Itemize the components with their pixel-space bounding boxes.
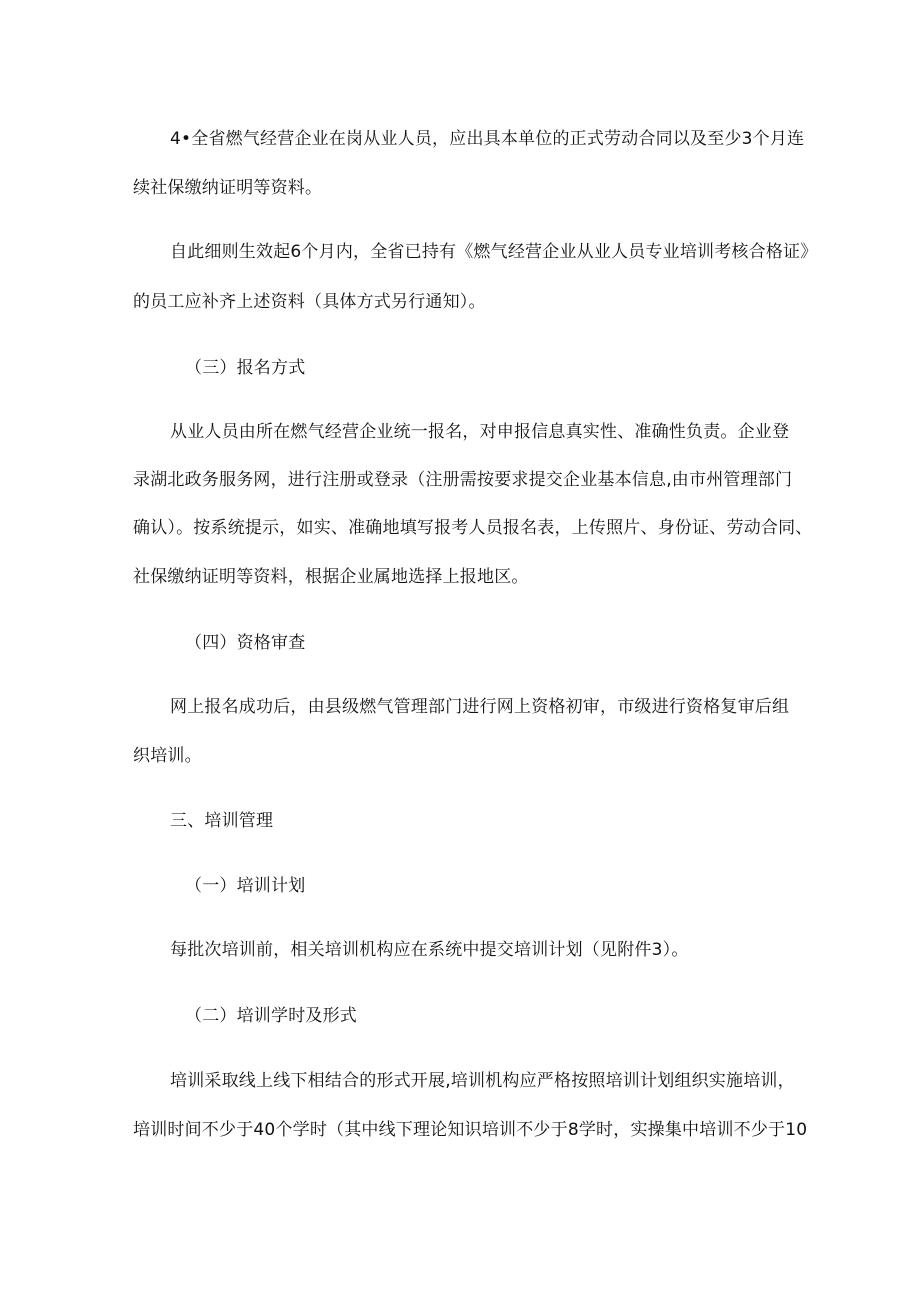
paragraph-qualification-line-2: 织培训。 (133, 746, 202, 766)
section-heading-signup-method: （三）报名方式 (185, 358, 306, 378)
paragraph-item4-line-1: 4•全省燃气经营企业在岗从业人员，应出具本单位的正式劳动合同以及至少3个月连 (170, 129, 805, 149)
paragraph-signup-line-3: 确认）。按系统提示，如实、准确地填写报考人员报名表，上传照片、身份证、劳动合同、 (133, 518, 813, 538)
paragraph-signup-line-1: 从业人员由所在燃气经营企业统一报名，对申报信息真实性、准确性负责。企业登 (170, 422, 790, 442)
paragraph-signup-line-2: 录湖北政务服务网，进行注册或登录（注册需按要求提交企业基本信息,由市州管理部门 (133, 470, 793, 490)
paragraph-qualification-line-1: 网上报名成功后，由县级燃气管理部门进行网上资格初审，市级进行资格复审后组 (170, 697, 790, 717)
section-heading-hours-format: （二）培训学时及形式 (185, 1006, 357, 1026)
paragraph-hours-format-line-2: 培训时间不少于40个学时（其中线下理论知识培训不少于8学时，实操集中培训不少于10 (133, 1120, 808, 1140)
chapter-heading-training-management: 三、培训管理 (170, 811, 274, 831)
paragraph-item4-line-2: 续社保缴纳证明等资料。 (133, 178, 323, 198)
paragraph-hours-format-line-1: 培训采取线上线下相结合的形式开展,培训机构应严格按照培训计划组织实施培训， (170, 1071, 795, 1091)
section-heading-qualification: （四）资格审查 (185, 633, 306, 653)
section-heading-training-plan: （一）培训计划 (185, 876, 306, 896)
paragraph-six-months-line-1: 自此细则生效起6个月内，全省已持有《燃气经营企业从业人员专业培训考核合格证》 (170, 242, 818, 262)
paragraph-training-plan-line-1: 每批次培训前，相关培训机构应在系统中提交培训计划（见附件3）。 (170, 940, 689, 960)
paragraph-signup-line-4: 社保缴纳证明等资料，根据企业属地选择上报地区。 (133, 567, 529, 587)
paragraph-six-months-line-2: 的员工应补齐上述资料（具体方式另行通知）。 (133, 292, 486, 312)
